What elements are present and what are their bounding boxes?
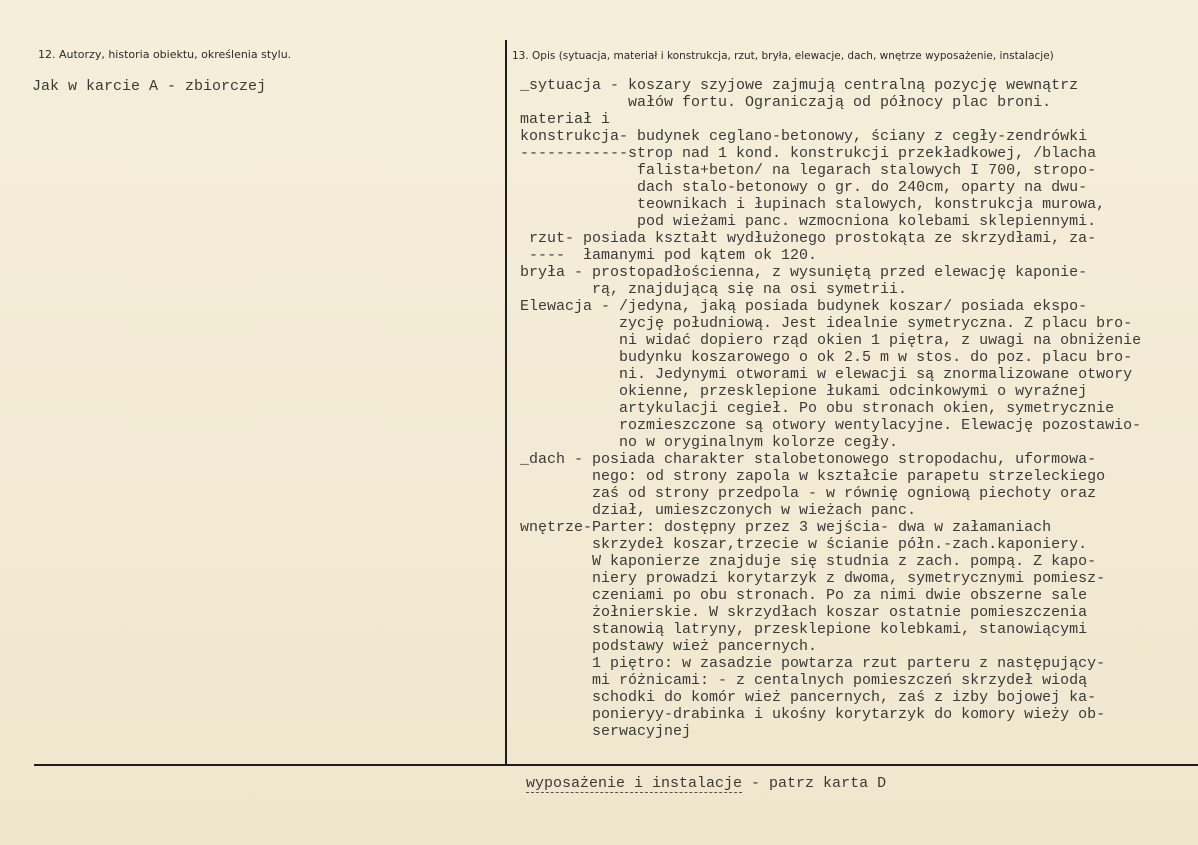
section-13-body bbox=[520, 77, 1141, 740]
description-line: okienne, przesklepione łukami odcinkowymi o wyraźnej bbox=[520, 383, 1088, 400]
description-line: materiał i bbox=[520, 111, 611, 128]
description-line: no w oryginalnym kolorze cegły. bbox=[520, 434, 899, 451]
description-line: zaś od strony przedpola - w równię ogniową piechoty oraz bbox=[520, 485, 1097, 502]
description-line: wnętrze-Parter: dostępny przez 3 wejścia- dwa w załamaniach bbox=[520, 519, 1052, 536]
description-line: dział, umieszczonych w wieżach panc. bbox=[520, 502, 917, 519]
section-13-header: 13. Opis (sytuacja, materiał i konstrukcja, rzut, bryła, elewacje, dach, wnętrze wyposażenie, instalacje) bbox=[512, 50, 1054, 62]
description-line: schodki do komór wież pancernych, zaś z izby bojowej ka- bbox=[520, 689, 1097, 706]
description-line: bryła - prostopadłościenna, z wysuniętą przed elewację kaponie- bbox=[520, 264, 1088, 281]
description-line: rą, znajdującą się na osi symetrii. bbox=[520, 281, 908, 298]
description-line: serwacyjnej bbox=[520, 723, 692, 740]
column-divider bbox=[505, 40, 507, 764]
description-line: skrzydeł koszar,trzecie w ścianie półn.-zach.kaponiery. bbox=[520, 536, 1088, 553]
bottom-divider bbox=[34, 764, 1198, 766]
description-line: niery prowadzi korytarzyk z dwoma, symetrycznymi pomiesz- bbox=[520, 570, 1106, 587]
description-line: ni widać dopiero rząd okien 1 piętra, z uwagi na obniżenie bbox=[520, 332, 1142, 349]
footer-note bbox=[526, 775, 886, 792]
description-line: konstrukcja- budynek ceglano-betonowy, ściany z cegły-zendrówki bbox=[520, 128, 1088, 145]
description-line: artykulacji cegieł. Po obu stronach okien, symetrycznie bbox=[520, 400, 1115, 417]
description-line: dach stalo-betonowy o gr. do 240cm, oparty na dwu- bbox=[520, 179, 1088, 196]
description-line: 1 piętro: w zasadzie powtarza rzut parteru z następujący- bbox=[520, 655, 1106, 672]
description-line: rzut- posiada kształt wydłużonego prostokąta ze skrzydłami, za- bbox=[520, 230, 1097, 247]
description-line: falista+beton/ na legarach stalowych I 700, stropo- bbox=[520, 162, 1097, 179]
description-line: żołnierskie. W skrzydłach koszar ostatnie pomieszczenia bbox=[520, 604, 1088, 621]
footer-label: wyposażenie i instalacje bbox=[526, 775, 743, 792]
description-line: wałów fortu. Ograniczają od północy plac broni. bbox=[520, 94, 1052, 111]
description-line: pod wieżami panc. wzmocniona kolebami sklepiennymi. bbox=[520, 213, 1097, 230]
description-line: ponieryy-drabinka i ukośny korytarzyk do komory wieży ob- bbox=[520, 706, 1106, 723]
description-line: W kaponierze znajduje się studnia z zach. pompą. Z kapo- bbox=[520, 553, 1097, 570]
description-line: teownikach i łupinach stalowych, konstrukcja murowa, bbox=[520, 196, 1106, 213]
description-line: zycję południową. Jest idealnie symetryczna. Z placu bro- bbox=[520, 315, 1133, 332]
description-line: nego: od strony zapola w kształcie parapetu strzeleckiego bbox=[520, 468, 1106, 485]
description-line: czeniami po obu stronach. Po za nimi dwie obszerne sale bbox=[520, 587, 1088, 604]
section-12-header: 12. Autorzy, historia obiektu, określenia stylu. bbox=[38, 48, 292, 61]
description-line: ------------strop nad 1 kond. konstrukcji przekładkowej, /blacha bbox=[520, 145, 1097, 162]
description-line: stanowią latryny, przesklepione kolebkami, stanowiącymi bbox=[520, 621, 1088, 638]
description-line: podstawy wież pancernych. bbox=[520, 638, 818, 655]
description-line: Elewacja - /jedyna, jaką posiada budynek koszar/ posiada ekspo- bbox=[520, 298, 1088, 315]
description-line: rozmieszczone są otwory wentylacyjne. Elewację pozostawio- bbox=[520, 417, 1142, 434]
footer-rest: - patrz karta D bbox=[742, 775, 887, 792]
description-line: _dach - posiada charakter stalobetonowego stropodachu, uformowa- bbox=[520, 451, 1097, 468]
description-line: mi różnicami: - z centalnych pomieszczeń skrzydeł wiodą bbox=[520, 672, 1088, 689]
description-line: ni. Jedynymi otworami w elewacji są znormalizowane otwory bbox=[520, 366, 1133, 383]
section-12-text: Jak w karcie A - zbiorczej bbox=[32, 78, 267, 95]
description-line: _sytuacja - koszary szyjowe zajmują centralną pozycję wewnątrz bbox=[520, 77, 1079, 94]
description-line: budynku koszarowego o ok 2.5 m w stos. do poz. placu bro- bbox=[520, 349, 1133, 366]
description-line: ---- łamanymi pod kątem ok 120. bbox=[520, 247, 818, 264]
